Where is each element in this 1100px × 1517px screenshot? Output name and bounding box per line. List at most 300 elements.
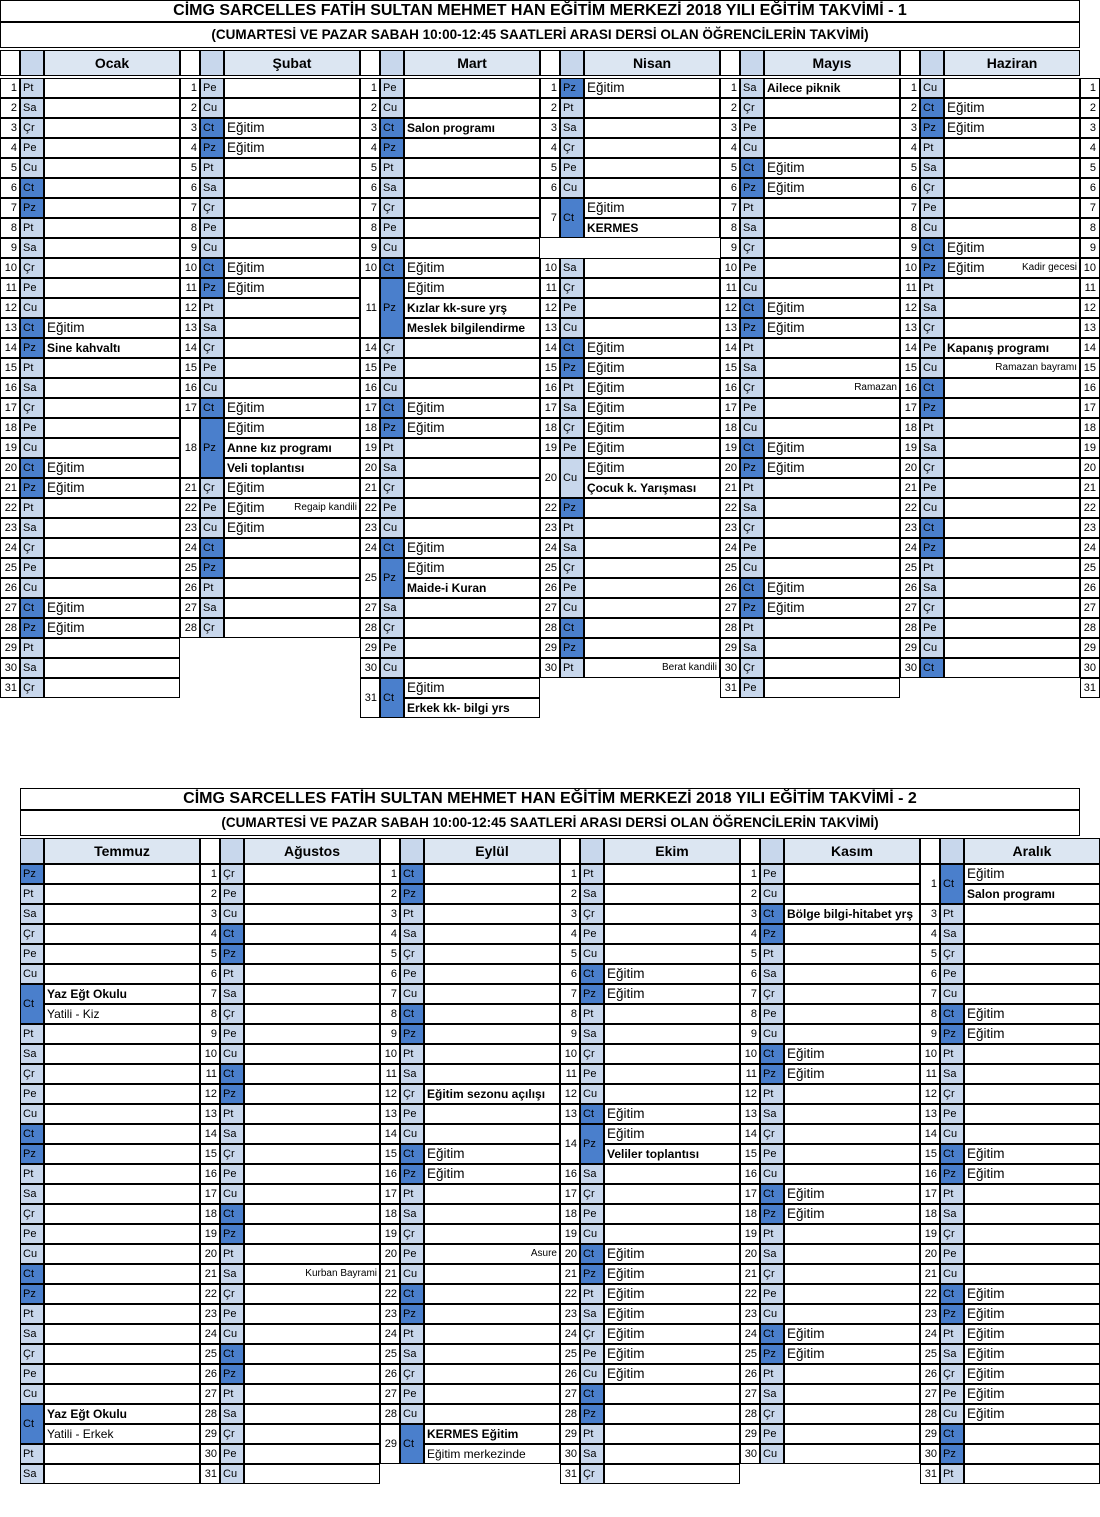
- cal1-day-num: 19: [720, 438, 740, 458]
- cal2-event-empty: [424, 1064, 560, 1084]
- cal1-event-empty: [44, 178, 180, 198]
- cal1-day-name: Pe: [200, 218, 224, 238]
- cal1-event-empty: [764, 618, 900, 638]
- cal2-day-num: 17: [920, 1184, 940, 1204]
- cal2-day-name: Çr: [220, 864, 244, 884]
- cal1-event-empty: [944, 78, 1080, 98]
- cal1-day-name: Cu: [380, 378, 404, 398]
- cal2-event-empty: [244, 1464, 380, 1484]
- cal1-event: Eğitim: [404, 418, 540, 438]
- cal2-event-empty: [604, 924, 740, 944]
- cal1-day-num: 19: [0, 438, 20, 458]
- cal1-day-num: 17: [540, 398, 560, 418]
- cal1-day-name: Pe: [380, 498, 404, 518]
- cal1-day-num: 4: [540, 138, 560, 158]
- cal2-day-num: 20: [740, 1244, 760, 1264]
- cal2-day-name: Ct: [760, 1184, 784, 1204]
- cal1-event-empty: [584, 278, 720, 298]
- cal1-day-num: 28: [360, 618, 380, 638]
- cal1-day-num: 12: [720, 298, 740, 318]
- cal1-day-num: 18: [360, 418, 380, 438]
- cal2-day-name: Sa: [20, 1324, 44, 1344]
- cal1-day-name: Cu: [740, 558, 764, 578]
- cal2-day-name: Çr: [760, 984, 784, 1004]
- cal2-day-num: 30: [920, 1444, 940, 1464]
- cal1-event-empty: [944, 638, 1080, 658]
- cal2-event: Eğitim: [424, 1144, 560, 1164]
- cal1-event-empty: [764, 498, 900, 518]
- cal1-day-name: Çr: [20, 258, 44, 278]
- cal1-day-num: 20: [0, 458, 20, 478]
- cal2-day-num: 26: [560, 1364, 580, 1384]
- cal1-day-name: Cu: [20, 298, 44, 318]
- cal2-event-empty: [784, 1304, 920, 1324]
- cal2-event: Eğitim: [784, 1184, 920, 1204]
- cal2-day-num: 20: [380, 1244, 400, 1264]
- cal2-event-empty: [244, 1284, 380, 1304]
- cal2-day-name: Pz: [20, 1144, 44, 1164]
- cal1-day-num: 13: [900, 318, 920, 338]
- cal2-day-name: Sa: [940, 1064, 964, 1084]
- cal1-hdr-shade-0: [20, 50, 44, 76]
- cal2-event-empty: [44, 1164, 200, 1184]
- cal1-day-num: 17: [180, 398, 200, 418]
- cal2-day-name: Pt: [20, 884, 44, 904]
- cal2-day-num: 18: [740, 1204, 760, 1224]
- cal2-event-empty: [244, 944, 380, 964]
- cal2-day-name: Pt: [220, 1244, 244, 1264]
- cal1-day-name: Ct: [20, 318, 44, 338]
- cal2-day-name: Pz: [400, 1164, 424, 1184]
- cal2-event: Eğitim: [964, 1164, 1100, 1184]
- cal2-day-name: Ct: [20, 984, 44, 1024]
- cal2-event: Yatili - Kiz: [44, 1004, 200, 1024]
- cal2-day-num: 11: [920, 1064, 940, 1084]
- cal1-day-name: Çr: [920, 178, 944, 198]
- cal1-day-num: 10: [360, 258, 380, 278]
- cal1-row-num: 13: [1080, 318, 1100, 338]
- cal2-event-empty: [784, 1244, 920, 1264]
- cal2-event-empty: [44, 1024, 200, 1044]
- cal1-month-1: Şubat: [224, 50, 360, 76]
- cal1-day-num: 5: [540, 158, 560, 178]
- cal1-event-empty: [764, 558, 900, 578]
- cal2-day-name: Sa: [580, 884, 604, 904]
- cal1-day-num: 31: [720, 678, 740, 698]
- cal2-day-name: Çr: [760, 1404, 784, 1424]
- cal1-day-num: 7: [360, 198, 380, 218]
- cal1-event: Eğitim: [224, 478, 360, 498]
- cal1-day-name: Cu: [920, 78, 944, 98]
- cal2-day-num: 18: [380, 1204, 400, 1224]
- cal1-event-empty: [764, 478, 900, 498]
- cal1-event-empty: [944, 598, 1080, 618]
- cal1-day-num: 24: [720, 538, 740, 558]
- cal1-day-name: Ct: [920, 378, 944, 398]
- cal1-day-num: 16: [540, 378, 560, 398]
- cal1-day-num: 11: [180, 278, 200, 298]
- cal1-day-name: Pz: [20, 618, 44, 638]
- cal2-day-name: Cu: [940, 1404, 964, 1424]
- cal2-event: Eğitim: [964, 1304, 1100, 1324]
- cal1-event-empty: [224, 598, 360, 618]
- cal2-day-num: 15: [200, 1144, 220, 1164]
- cal2-day-num: 19: [740, 1224, 760, 1244]
- cal1-day-name: Çr: [20, 398, 44, 418]
- cal1-day-num: 13: [0, 318, 20, 338]
- cal2-day-name: Pe: [220, 1444, 244, 1464]
- cal1-day-name: Pt: [20, 638, 44, 658]
- cal1-day-name: Sa: [740, 638, 764, 658]
- cal1-day-num: 3: [540, 118, 560, 138]
- cal1-event: Kızlar kk-sure yrş: [404, 298, 540, 318]
- cal2-day-num: 21: [560, 1264, 580, 1284]
- cal2-month-1: Ağustos: [244, 838, 380, 864]
- cal1-event: Eğitim: [224, 278, 360, 298]
- cal2-day-num: 4: [920, 924, 940, 944]
- cal2-day-num: 13: [740, 1104, 760, 1124]
- cal2-event-empty: [964, 1104, 1100, 1124]
- cal2-day-num: 28: [920, 1404, 940, 1424]
- cal2-day-name: Ct: [220, 1204, 244, 1224]
- cal2-event-empty: [244, 984, 380, 1004]
- cal2-event-empty: [604, 1164, 740, 1184]
- cal2-day-num: 11: [380, 1064, 400, 1084]
- cal1-day-num: 6: [0, 178, 20, 198]
- cal2-event-empty: [44, 1384, 200, 1404]
- cal1-day-name: Cu: [380, 518, 404, 538]
- cal2-hdr-blank-0: [740, 838, 760, 864]
- cal1-event-empty: [944, 558, 1080, 578]
- cal2-event-empty: [964, 1044, 1100, 1064]
- cal1-day-name: Pe: [920, 478, 944, 498]
- cal1-row-num: 16: [1080, 378, 1100, 398]
- cal2-day-name: Çr: [400, 1364, 424, 1384]
- cal2-day-name: Ct: [400, 864, 424, 884]
- cal2-event-empty: [424, 1304, 560, 1324]
- cal2-day-num: 31: [920, 1464, 940, 1484]
- cal1-hdr-blank-5: [900, 50, 920, 76]
- cal2-day-num: 31: [560, 1464, 580, 1484]
- cal1-day-name: Pe: [740, 398, 764, 418]
- cal2-day-name: Pz: [220, 1224, 244, 1244]
- cal2-event-empty: [604, 1024, 740, 1044]
- cal2-day-num: 13: [560, 1104, 580, 1124]
- cal1-day-name: Sa: [920, 578, 944, 598]
- cal1-row-num: 30: [1080, 658, 1100, 678]
- cal1-event-empty: [584, 118, 720, 138]
- cal1-event-empty: [584, 498, 720, 518]
- cal1-event-empty: [44, 138, 180, 158]
- cal2-event-empty: [424, 1404, 560, 1424]
- cal1-day-name: Çr: [560, 558, 584, 578]
- cal2-day-num: 1: [560, 864, 580, 884]
- cal2-event-empty: [424, 1264, 560, 1284]
- cal1-day-name: Ct: [200, 118, 224, 138]
- cal1-event-empty: [404, 238, 540, 258]
- cal1-month-4: Mayıs: [764, 50, 900, 76]
- cal1-event-empty: [764, 238, 900, 258]
- cal1-event: Eğitim: [584, 418, 720, 438]
- cal2-event-empty: [244, 924, 380, 944]
- cal2-event-empty: [424, 1324, 560, 1344]
- cal2-day-num: 22: [920, 1284, 940, 1304]
- cal2-event-empty: [244, 964, 380, 984]
- cal1-event-empty: [944, 298, 1080, 318]
- cal1-event: Eğitim: [44, 458, 180, 478]
- cal2-day-num: 28: [740, 1404, 760, 1424]
- cal1-event: Eğitim: [584, 198, 720, 218]
- cal1-day-name: Pt: [380, 158, 404, 178]
- cal2-event: Eğitim: [964, 864, 1100, 884]
- cal1-day-name: Pe: [560, 438, 584, 458]
- cal2-event-empty: [604, 1064, 740, 1084]
- cal2-event-empty: [424, 1344, 560, 1364]
- cal2-event: Yaz Eğt Okulu: [44, 1404, 200, 1424]
- cal2-day-name: Pe: [940, 1384, 964, 1404]
- cal2-event-empty: [604, 1444, 740, 1464]
- cal1-day-num: 14: [180, 338, 200, 358]
- cal1-day-name: Ct: [560, 338, 584, 358]
- cal1-day-name: Pt: [560, 378, 584, 398]
- cal2-month-0: Temmuz: [44, 838, 200, 864]
- cal1-event: Eğitim: [224, 418, 360, 438]
- cal1-row-num: 5: [1080, 158, 1100, 178]
- cal1-day-name: Pe: [380, 218, 404, 238]
- cal1-day-name: Ct: [920, 658, 944, 678]
- cal1-event-empty: [44, 518, 180, 538]
- cal2-event-empty: [424, 964, 560, 984]
- cal2-day-num: 3: [200, 904, 220, 924]
- cal1-event: Eğitim: [764, 158, 900, 178]
- cal1-event-empty: [224, 378, 360, 398]
- cal2-day-num: 9: [200, 1024, 220, 1044]
- cal1-day-num: 20: [540, 458, 560, 498]
- cal1-event: Eğitim: [584, 438, 720, 458]
- cal2-day-num: 18: [920, 1204, 940, 1224]
- cal2-day-num: 3: [560, 904, 580, 924]
- cal2-day-name: Pe: [400, 1104, 424, 1124]
- cal1-day-name: Ct: [20, 178, 44, 198]
- cal1-day-name: Ct: [200, 538, 224, 558]
- cal1-day-num: 22: [360, 498, 380, 518]
- cal1-event: Eğitim: [584, 358, 720, 378]
- cal1-day-num: 8: [360, 218, 380, 238]
- cal2-day-name: Pt: [940, 904, 964, 924]
- cal1-day-num: 31: [0, 678, 20, 698]
- cal1-event: Eğitim: [584, 458, 720, 478]
- cal2-event-empty: [244, 1144, 380, 1164]
- cal1-day-name: Pe: [20, 278, 44, 298]
- cal1-day-name: Çr: [740, 378, 764, 398]
- cal2-event-empty: [44, 1124, 200, 1144]
- cal1-day-num: 31: [360, 678, 380, 718]
- cal1-day-name: Pe: [20, 558, 44, 578]
- cal1-day-name: Pz: [200, 278, 224, 298]
- cal2-event: Eğitim: [604, 1104, 740, 1124]
- cal2-day-name: Pe: [20, 944, 44, 964]
- cal2-day-name: Sa: [760, 1384, 784, 1404]
- cal1-hdr-blank-2: [360, 50, 380, 76]
- cal2-event-empty: [244, 1184, 380, 1204]
- cal1-day-name: Cu: [200, 98, 224, 118]
- cal1-day-name: Pz: [560, 498, 584, 518]
- cal2-day-name: Ct: [20, 1124, 44, 1144]
- cal2-day-num: 7: [200, 984, 220, 1004]
- cal1-month-2: Mart: [404, 50, 540, 76]
- cal2-day-name: Cu: [220, 904, 244, 924]
- cal2-event-empty: [784, 964, 920, 984]
- cal1-day-name: Çr: [20, 118, 44, 138]
- cal2-day-num: 14: [380, 1124, 400, 1144]
- cal1-event-empty: [584, 158, 720, 178]
- cal1-day-num: 8: [180, 218, 200, 238]
- cal2-day-num: 28: [200, 1404, 220, 1424]
- cal1-event: Eğitim: [404, 678, 540, 698]
- cal1-day-name: Ct: [20, 598, 44, 618]
- cal1-event: Eğitim: [764, 438, 900, 458]
- cal2-day-name: Pt: [760, 944, 784, 964]
- cal2-day-name: Sa: [20, 904, 44, 924]
- cal1-event: Eğitim: [584, 338, 720, 358]
- cal2-day-num: 12: [200, 1084, 220, 1104]
- cal1-day-name: Cu: [920, 638, 944, 658]
- cal1-day-num: 27: [900, 598, 920, 618]
- cal2-event-empty: [424, 1124, 560, 1144]
- cal2-event-empty: [784, 1084, 920, 1104]
- cal2-day-name: Sa: [940, 1344, 964, 1364]
- cal1-day-name: Pt: [560, 658, 584, 678]
- cal1-event-empty: [44, 498, 180, 518]
- cal2-day-name: Ct: [580, 1104, 604, 1124]
- cal2-event: Eğitim: [964, 1284, 1100, 1304]
- cal2-day-num: 24: [740, 1324, 760, 1344]
- cal2-day-num: 11: [560, 1064, 580, 1084]
- cal2-day-name: Çr: [940, 944, 964, 964]
- cal2-event-empty: [424, 1204, 560, 1224]
- cal1-event-empty: [404, 518, 540, 538]
- cal1-event: Eğitim: [224, 498, 360, 518]
- cal1-day-name: Ct: [200, 398, 224, 418]
- cal1-event: Maide-i Kuran: [404, 578, 540, 598]
- cal1-event-empty: [404, 218, 540, 238]
- cal2-event-empty: [244, 1004, 380, 1024]
- cal1-day-name: Ct: [920, 518, 944, 538]
- cal1-day-num: 26: [180, 578, 200, 598]
- cal2-day-name: Sa: [20, 1184, 44, 1204]
- cal1-day-num: 4: [180, 138, 200, 158]
- cal1-day-num: 3: [720, 118, 740, 138]
- cal2-day-num: 4: [200, 924, 220, 944]
- cal2-day-num: 11: [740, 1064, 760, 1084]
- cal1-row-num: 26: [1080, 578, 1100, 598]
- cal1-day-name: Pz: [740, 318, 764, 338]
- cal1-day-num: 23: [360, 518, 380, 538]
- cal2-event-empty: [964, 1184, 1100, 1204]
- cal2-day-name: Cu: [400, 1404, 424, 1424]
- cal2-event-empty: [44, 1464, 200, 1484]
- cal2-day-name: Çr: [580, 1324, 604, 1344]
- cal2-day-num: 16: [560, 1164, 580, 1184]
- cal1-day-num: 12: [900, 298, 920, 318]
- cal1-day-name: Pz: [380, 558, 404, 598]
- cal1-month-0: Ocak: [44, 50, 180, 76]
- cal2-day-name: Pt: [20, 1164, 44, 1184]
- cal1-event-empty: [764, 538, 900, 558]
- cal1-day-name: Çr: [740, 98, 764, 118]
- cal2-day-name: Sa: [220, 984, 244, 1004]
- cal1-event: Eğitim: [404, 558, 540, 578]
- cal2-event-empty: [244, 1224, 380, 1244]
- cal2-day-name: Sa: [580, 1444, 604, 1464]
- cal2-event-empty: [44, 1264, 200, 1284]
- cal1-event-empty: [44, 278, 180, 298]
- cal1-day-num: 5: [360, 158, 380, 178]
- cal1-day-name: Sa: [20, 378, 44, 398]
- cal1-event-empty: [944, 458, 1080, 478]
- cal2-event: Eğitim: [604, 984, 740, 1004]
- cal1-day-num: 2: [540, 98, 560, 118]
- cal1-event-empty: [404, 78, 540, 98]
- cal1-day-num: 24: [180, 538, 200, 558]
- cal2-day-name: Ct: [760, 904, 784, 924]
- cal1-day-num: 26: [0, 578, 20, 598]
- cal1-day-num: 22: [0, 498, 20, 518]
- cal1-event: Çocuk k. Yarışması: [584, 478, 720, 498]
- cal2-day-num: 10: [560, 1044, 580, 1064]
- cal1-day-name: Sa: [20, 98, 44, 118]
- cal2-event-empty: [424, 864, 560, 884]
- cal1-event-empty: [764, 678, 900, 698]
- cal1-day-name: Pt: [560, 518, 584, 538]
- cal2-day-num: 17: [380, 1184, 400, 1204]
- cal1-day-name: Sa: [380, 178, 404, 198]
- cal2-event-empty: [784, 1164, 920, 1184]
- cal1-event: Sine kahvaltı: [44, 338, 180, 358]
- cal1-day-num: 22: [540, 498, 560, 518]
- cal1-day-num: 24: [360, 538, 380, 558]
- cal2-day-name: Cu: [20, 1104, 44, 1124]
- cal1-event-empty: [44, 678, 180, 698]
- cal2-event: Eğitim: [784, 1204, 920, 1224]
- cal2-day-name: Çr: [220, 1284, 244, 1304]
- cal1-row-num: 20: [1080, 458, 1100, 478]
- cal2-day-num: 8: [740, 1004, 760, 1024]
- cal1-day-num: 17: [360, 398, 380, 418]
- cal2-month-3: Ekim: [604, 838, 740, 864]
- cal2-day-name: Ct: [20, 1264, 44, 1284]
- cal1-event-empty: [944, 138, 1080, 158]
- cal2-event-empty: [244, 1404, 380, 1424]
- cal2-day-num: 19: [920, 1224, 940, 1244]
- cal1-event-empty: [44, 198, 180, 218]
- cal2-event-empty: [784, 1224, 920, 1244]
- cal1-event: Salon programı: [404, 118, 540, 138]
- cal2-day-name: Çr: [940, 1084, 964, 1104]
- cal2-event-empty: [244, 1384, 380, 1404]
- cal1-day-num: 20: [720, 458, 740, 478]
- cal2-hdr-shade-0: [580, 838, 604, 864]
- cal2-day-name: Ct: [940, 1004, 964, 1024]
- cal2-event-empty: [964, 984, 1100, 1004]
- cal2-day-num: 9: [920, 1024, 940, 1044]
- cal2-event-empty: [604, 1084, 740, 1104]
- cal1-day-name: Çr: [200, 618, 224, 638]
- cal2-event-empty: [604, 1464, 740, 1484]
- cal2-day-num: 23: [380, 1304, 400, 1324]
- cal2-day-num: 21: [740, 1264, 760, 1284]
- cal1-day-name: Pe: [380, 638, 404, 658]
